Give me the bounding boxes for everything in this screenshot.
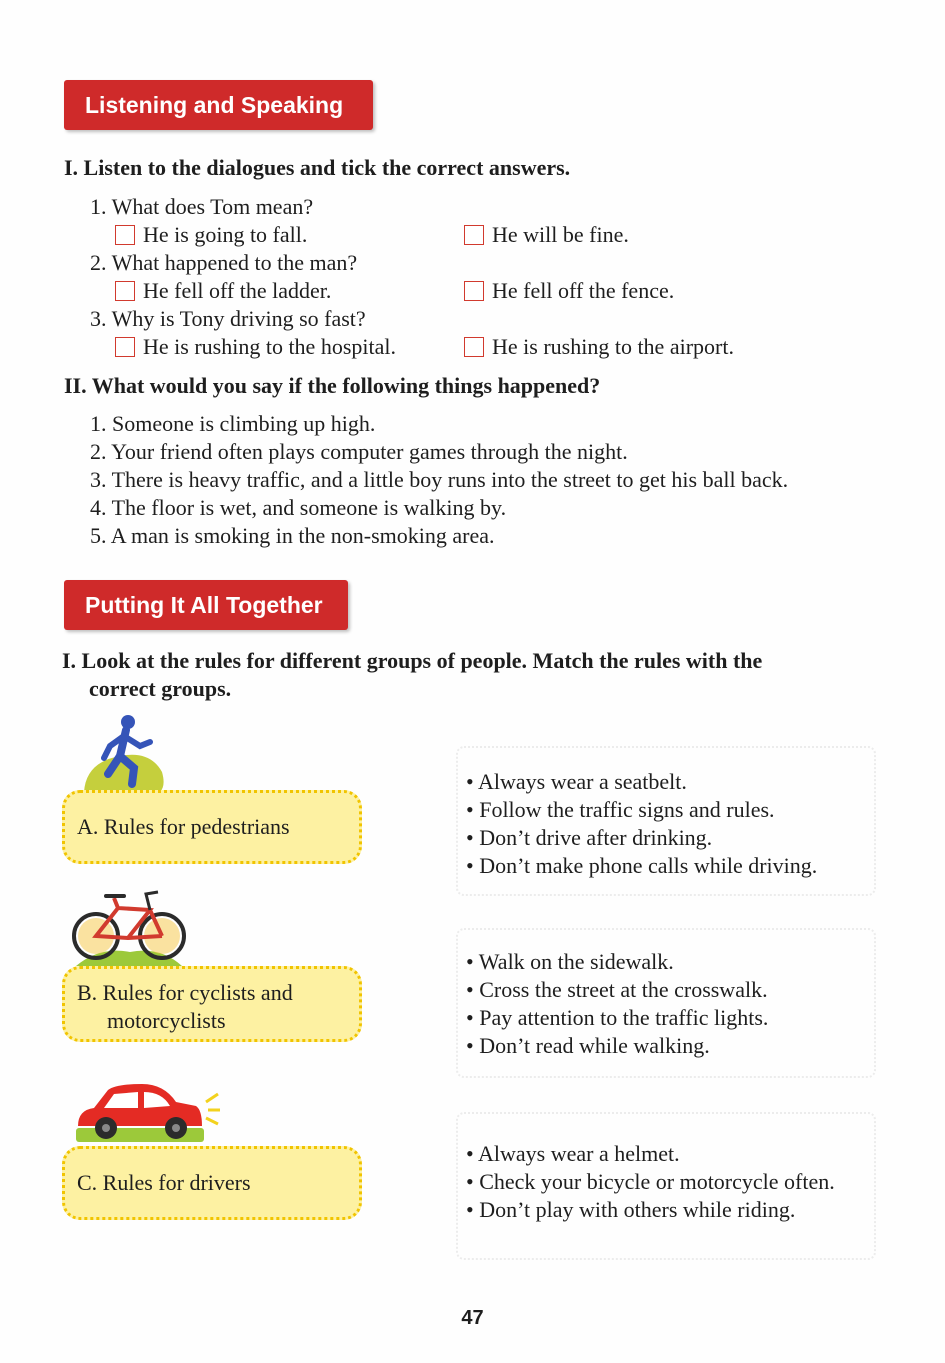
option-q3-b: He is rushing to the airport. — [492, 334, 734, 359]
rule-item: • Follow the traffic signs and rules. — [466, 797, 775, 822]
situation-item: 3. There is heavy traffic, and a little boy runs into the street to get his ball back. — [90, 467, 789, 492]
exercise-heading-what-would-you-say: II. What would you say if the following things happened? — [64, 373, 601, 398]
rule-item: • Always wear a seatbelt. — [466, 769, 687, 794]
rule-item: • Check your bicycle or motorcycle often. — [466, 1169, 835, 1194]
option-q2-b: He fell off the fence. — [492, 278, 675, 303]
rule-item: • Don’t drive after drinking. — [466, 825, 713, 850]
group-b-text: B. Rules for cyclists and — [77, 980, 293, 1005]
group-a-label[interactable] — [62, 790, 362, 864]
page-number: 47 — [461, 1307, 484, 1329]
rule-item: • Pay attention to the traffic lights. — [466, 1005, 769, 1030]
exercise-heading-match-rules: I. Look at the rules for different groups of people. Match the rules with the — [62, 648, 763, 673]
option-q1-a: He is going to fall. — [143, 222, 308, 247]
group-c-text: C. Rules for drivers — [77, 1170, 251, 1195]
option-q3-a: He is rushing to the hospital. — [143, 334, 396, 359]
rule-item: • Don’t make phone calls while driving. — [466, 853, 818, 878]
rules-box-2[interactable] — [456, 928, 876, 1078]
rule-item: • Always wear a helmet. — [466, 1141, 680, 1166]
rule-item: • Don’t play with others while riding. — [466, 1197, 796, 1222]
bicycle-icon — [70, 886, 188, 970]
situation-item: 1. Someone is climbing up high. — [90, 411, 376, 436]
rule-item: • Cross the street at the crosswalk. — [466, 977, 768, 1002]
group-c-label[interactable] — [62, 1146, 362, 1220]
question-1: 1. What does Tom mean? — [90, 194, 314, 219]
checkbox-q3-b[interactable] — [464, 337, 484, 357]
group-b-text-cont: motorcyclists — [107, 1008, 226, 1033]
pedestrian-icon — [80, 712, 170, 794]
rules-box-1[interactable] — [456, 746, 876, 896]
rules-box-3[interactable] — [456, 1112, 876, 1260]
situation-item: 4. The floor is wet, and someone is walking by. — [90, 495, 507, 520]
car-icon — [72, 1080, 222, 1146]
section-banner-putting-together: Putting It All Together — [64, 580, 348, 630]
question-3: 3. Why is Tony driving so fast? — [90, 306, 366, 331]
checkbox-q3-a[interactable] — [115, 337, 135, 357]
option-q1-b: He will be fine. — [492, 222, 629, 247]
situation-item: 2. Your friend often plays computer games through the night. — [90, 439, 628, 464]
situation-item: 5. A man is smoking in the non-smoking area. — [90, 523, 495, 548]
rule-item: • Don’t read while walking. — [466, 1033, 710, 1058]
exercise-heading-listen: I. Listen to the dialogues and tick the correct answers. — [64, 155, 571, 180]
rule-item: • Walk on the sidewalk. — [466, 949, 674, 974]
checkbox-q2-a[interactable] — [115, 281, 135, 301]
checkbox-q1-b[interactable] — [464, 225, 484, 245]
exercise-heading-match-rules-cont: correct groups. — [89, 676, 232, 701]
question-2: 2. What happened to the man? — [90, 250, 358, 275]
checkbox-q1-a[interactable] — [115, 225, 135, 245]
group-b-label[interactable] — [62, 966, 362, 1042]
option-q2-a: He fell off the ladder. — [143, 278, 332, 303]
section-banner-listening: Listening and Speaking — [64, 80, 373, 130]
group-a-text: A. Rules for pedestrians — [77, 814, 290, 839]
checkbox-q2-b[interactable] — [464, 281, 484, 301]
